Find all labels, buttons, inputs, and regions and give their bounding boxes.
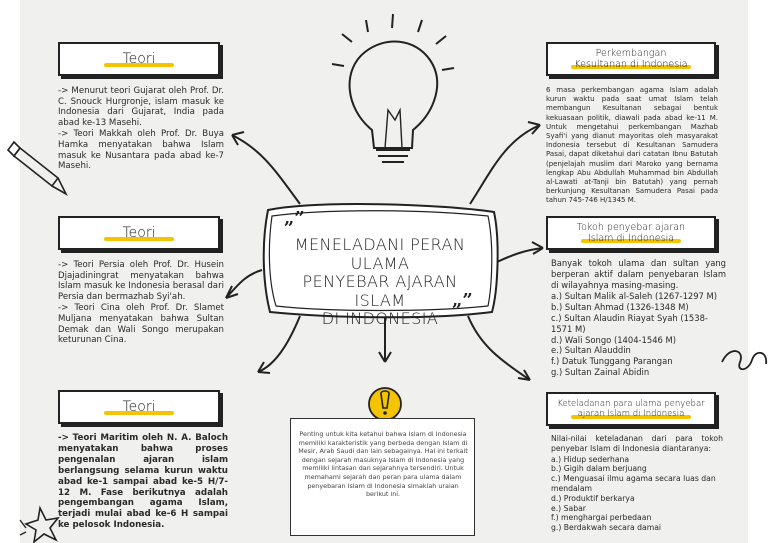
tokoh-title-line1: Tokoh penyebar ajaran bbox=[576, 222, 686, 233]
teori1-paragraph-2: -> Teori Makkah oleh Prof. Dr. Buya Hamka menyatakan bahwa Islam masuk ke Nusantara pada abad ke-7 Masehi. bbox=[58, 129, 224, 172]
teori2-paragraph-2: -> Teori Cina oleh Prof. Dr. Slamet Muljana menyatakan bahwa Sultan Demak dan Wali Songo merupakan keturunan Cina. bbox=[58, 303, 224, 346]
list-item: f.) Datuk Tunggang Parangan bbox=[551, 356, 673, 367]
list-item: b.) Sultan Ahmad (1326-1348 M) bbox=[551, 302, 689, 313]
teori2-text bbox=[58, 260, 224, 347]
keteladanan-title-line2: ajaran Islam di Indonesia bbox=[577, 409, 685, 419]
teori3-paragraph-1: -> Teori Maritim oleh N. A. Baloch menyatakan bahwa proses pengenalan ajaran islam berlangsung selama kurun waktu abad ke-1 sampai abad ke-5 H/7-12 M. Fase berikutnya adalah pengembangan agama Islam, terjadi mulai abad ke-6 H sampai ke pelosok Indonesia. bbox=[58, 433, 228, 531]
tokoh-title-line2: Islam di Indonesia bbox=[587, 233, 675, 244]
main-title-line2: PENYEBAR AJARAN ISLAM bbox=[302, 272, 458, 310]
list-item: d.) Produktif berkarya bbox=[551, 493, 635, 503]
main-title-line3: DI INDONESIA bbox=[321, 309, 439, 328]
teori1-title-box bbox=[58, 42, 220, 76]
list-item: g.) Sultan Zainal Abidin bbox=[551, 366, 650, 377]
list-item: f.) menghargai perbedaan bbox=[551, 513, 652, 523]
teori2-title-box bbox=[58, 216, 220, 250]
keteladanan-intro: Nilai-nilai keteladanan dari para tokoh penyebar Islam di Indonesia diantaranya: bbox=[551, 434, 723, 453]
teori2-paragraph-1: -> Teori Persia oleh Prof. Dr. Husein Djajadiningrat menyatakan bahwa Islam masuk ke Indonesia berasal dari Persia dan bermazhab Syi'ah. bbox=[58, 260, 224, 302]
teori3-title-box bbox=[58, 390, 220, 424]
list-item: e.) Sabar bbox=[551, 503, 586, 513]
list-item: a.) Sultan Malik al-Saleh (1267-1297 M) bbox=[551, 291, 718, 302]
teori1-title: Teori bbox=[122, 51, 156, 67]
teori3-title: Teori bbox=[122, 399, 156, 415]
swirl-doodle-icon bbox=[722, 351, 766, 369]
exclamation-icon bbox=[369, 388, 401, 420]
teori3-text bbox=[58, 433, 228, 532]
perkembangan-title-line2: Kesultanan di Indonesia bbox=[574, 59, 688, 70]
keteladanan-text bbox=[551, 434, 723, 533]
quote-open-mark: „” bbox=[284, 208, 305, 229]
tokoh-text bbox=[551, 258, 726, 378]
teori1-text bbox=[58, 86, 224, 173]
list-item: c.) Menguasai ilmu agama secara luas dan mendalam bbox=[551, 474, 716, 493]
perkembangan-text bbox=[546, 86, 718, 207]
list-item: e.) Sultan Alauddin bbox=[551, 345, 631, 356]
penting-text: Penting untuk kita ketahui bahwa Islam di Indonesia memiliki karakteristik yang berbeda dengan Islam di Mesir, Arab Saudi dan lain sebagainya. Hal ini terkait dengan sejarah masuknya Islam di Indonesia yang memiliki lintasan dan sejarahnya tersendiri. Untuk memahami sejarah dan peran para ulama dalam penyebaran Islam di Indonesia simaklah uraian berikut ini. bbox=[298, 430, 468, 499]
star-doodle-icon bbox=[26, 508, 58, 542]
list-item: a.) Hidup sederhana bbox=[551, 454, 630, 464]
main-title bbox=[276, 236, 484, 329]
tokoh-intro: Banyak tokoh ulama dan sultan yang berperan aktif dalam penyebaran Islam di wilayahnya masing-masing. bbox=[551, 258, 726, 290]
perkembangan-title-box bbox=[546, 42, 716, 76]
keteladanan-title-line1: Keteladanan para ulama penyebar bbox=[557, 399, 705, 409]
teori1-paragraph-1: -> Menurut teori Gujarat oleh Prof. Dr. C. Snouck Hurgronje, islam masuk ke Indonesia dari Gujarat, India pada abad ke-13 Masehi. bbox=[58, 86, 224, 128]
list-item: b.) Gigih dalam berjuang bbox=[551, 464, 647, 474]
lightbulb-icon bbox=[332, 14, 454, 162]
keteladanan-title-box bbox=[546, 392, 716, 426]
list-item: g.) Berdakwah secara damai bbox=[551, 523, 662, 533]
list-item: d.) Wali Songo (1404-1546 M) bbox=[551, 334, 677, 345]
teori2-title: Teori bbox=[122, 225, 156, 241]
quote-close-mark: „” bbox=[452, 290, 473, 311]
perkembangan-paragraph: 6 masa perkembangan agama Islam adalah kurun waktu pada saat umat Islam telah membangun Kesultanan sebagai bentuk kekuasaan politik, diawali pada abad ke-11 M. Untuk mengetahui perkembangan Mazhab Syafi'i yang dianut mayoritas oleh masyarakat Indonesia tersebut di Kesultanan Samudera Pasai, dapat diketahui dari catatan Ibnu Batutah (penjelajah muslim dari Maroko yang bernama lengkap Abu Abdullah Muhammad bin Abdullah al-Lawati at-Tanji bin Batutah) yang pernah berkunjung Kesultanan Samudera Pasai pada tahun 745-746 H/1345 M. bbox=[546, 86, 718, 205]
list-item: c.) Sultan Alaudin Riayat Syah (1538-1571 M) bbox=[551, 312, 708, 334]
perkembangan-title-line1: Perkembangan bbox=[595, 48, 667, 59]
tokoh-title-box bbox=[546, 216, 716, 250]
main-title-line1: MENELADANI PERAN ULAMA bbox=[294, 235, 466, 273]
